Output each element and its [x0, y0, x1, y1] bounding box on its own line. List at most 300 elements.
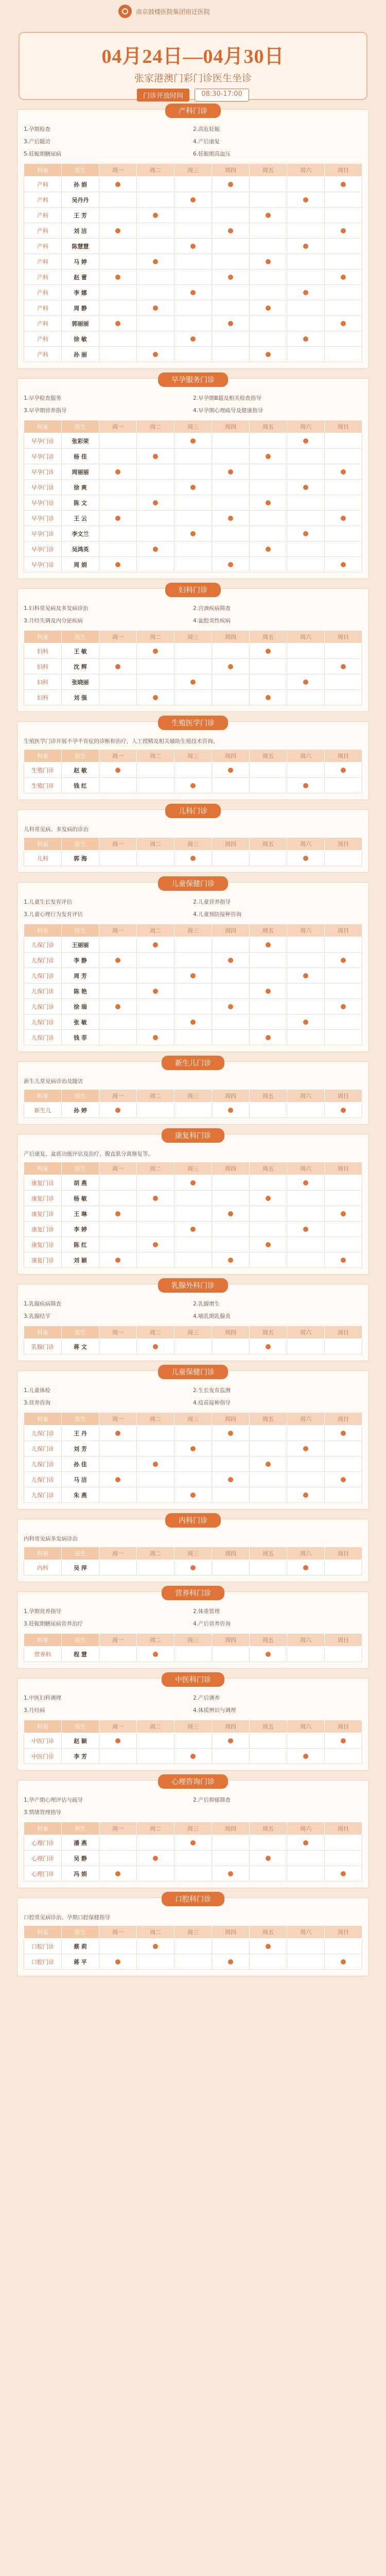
schedule-cell [174, 1222, 212, 1237]
header-doctor: 医生 [62, 1822, 99, 1835]
table-row [24, 1835, 362, 1851]
doctor-cell: 陈 文 [62, 495, 99, 511]
header-dept: 科室 [24, 1720, 62, 1733]
schedule-cell [287, 643, 325, 659]
schedule-cell [212, 1851, 250, 1866]
schedule-cell [250, 1866, 287, 1882]
header-day: 周四 [212, 1634, 250, 1647]
doctor-cell: 王 敏 [62, 643, 99, 659]
schedule-cell [325, 300, 362, 316]
schedule-header-row [24, 1547, 362, 1560]
schedule-cell [174, 1252, 212, 1268]
table-row [24, 1103, 362, 1118]
schedule-cell [137, 331, 174, 347]
header-day: 周一 [99, 1326, 137, 1339]
schedule-cell [287, 347, 325, 362]
header-day: 周二 [137, 1162, 174, 1175]
schedule-cell [250, 1851, 287, 1866]
schedule-cell [137, 1175, 174, 1191]
schedule-cell [137, 690, 174, 705]
dept-cell: 产科 [24, 316, 62, 331]
header-dept: 科室 [24, 924, 62, 937]
schedule-cell [137, 1030, 174, 1045]
schedule-cell [250, 778, 287, 793]
schedule-cell [212, 1252, 250, 1268]
schedule-cell [250, 1014, 287, 1030]
schedule-cell [212, 1733, 250, 1749]
doctor-cell: 陈慧慧 [62, 239, 99, 254]
doctor-cell: 孙 丽 [62, 347, 99, 362]
dept-cell: 儿保门诊 [24, 968, 62, 984]
schedule-cell [325, 1851, 362, 1866]
header-day: 周一 [99, 924, 137, 937]
department-section [17, 882, 369, 1052]
schedule-cell [287, 1866, 325, 1882]
schedule-cell [99, 269, 137, 285]
table-row [24, 511, 362, 526]
doctor-cell: 陈 艳 [62, 984, 99, 999]
header-day: 周五 [250, 420, 287, 433]
schedule-cell [174, 851, 212, 866]
header-day: 周三 [174, 164, 212, 177]
schedule-cell [287, 223, 325, 239]
schedule-cell [212, 1237, 250, 1252]
header-day: 周三 [174, 1634, 212, 1647]
section-title: 中医科门诊 [162, 1672, 224, 1687]
description-line: 4.早孕期心理疏导及健康指导 [193, 408, 264, 414]
schedule-cell [99, 1939, 137, 1954]
description-line: 口腔常见病诊治、孕期口腔保健指导 [24, 1914, 110, 1921]
schedule-cell [212, 1456, 250, 1472]
schedule-cell [212, 1206, 250, 1222]
schedule-cell [250, 999, 287, 1014]
table-row [24, 269, 362, 285]
doctor-cell: 陈 红 [62, 1237, 99, 1252]
table-row [24, 984, 362, 999]
doctor-cell: 张晓丽 [62, 674, 99, 690]
schedule-cell [99, 208, 137, 223]
doctor-cell: 杨 佳 [62, 449, 99, 464]
schedule-cell [287, 1733, 325, 1749]
table-row [24, 1426, 362, 1441]
schedule-cell [250, 285, 287, 300]
schedule-cell [137, 557, 174, 572]
schedule-cell [99, 526, 137, 541]
schedule-cell [287, 1175, 325, 1191]
schedule-cell [174, 762, 212, 778]
schedule-cell [287, 1441, 325, 1456]
schedule-cell [325, 1647, 362, 1662]
dept-cell: 产科 [24, 269, 62, 285]
header-day: 周四 [212, 1720, 250, 1733]
header-day: 周二 [137, 1634, 174, 1647]
header-day: 周三 [174, 838, 212, 851]
section-title: 营养科门诊 [162, 1586, 224, 1600]
schedule-cell [325, 1252, 362, 1268]
header-day: 周四 [212, 1822, 250, 1835]
schedule-cell [250, 851, 287, 866]
doctor-cell: 吴鸿英 [62, 541, 99, 557]
schedule-cell [137, 1472, 174, 1487]
schedule-cell [287, 269, 325, 285]
section-description [24, 1605, 362, 1630]
schedule-cell [174, 269, 212, 285]
schedule-cell [212, 433, 250, 449]
doctor-cell: 徐 瑞 [62, 999, 99, 1014]
schedule-cell [99, 495, 137, 511]
schedule-cell [99, 254, 137, 269]
schedule-cell [99, 1222, 137, 1237]
table-row [24, 449, 362, 464]
schedule-cell [325, 690, 362, 705]
header-day: 周四 [212, 420, 250, 433]
header-day: 周二 [137, 750, 174, 762]
description-line: 2.产后调养 [193, 1695, 220, 1701]
header-day: 周一 [99, 1926, 137, 1939]
schedule-cell [287, 1487, 325, 1503]
schedule-cell [137, 1835, 174, 1851]
schedule-cell [325, 1472, 362, 1487]
doctor-cell: 郭 海 [62, 851, 99, 866]
schedule-cell [250, 223, 287, 239]
doctor-cell: 李文兰 [62, 526, 99, 541]
table-row [24, 316, 362, 331]
schedule-cell [212, 762, 250, 778]
schedule-cell [174, 285, 212, 300]
dept-cell: 中医门诊 [24, 1733, 62, 1749]
schedule-cell [174, 192, 212, 208]
schedule-cell [250, 449, 287, 464]
schedule-cell [99, 953, 137, 968]
schedule-table [24, 1162, 362, 1268]
dept-cell: 早孕门诊 [24, 495, 62, 511]
schedule-cell [99, 1206, 137, 1222]
schedule-cell [212, 999, 250, 1014]
schedule-cell [325, 1426, 362, 1441]
schedule-cell [325, 239, 362, 254]
schedule-cell [212, 1030, 250, 1045]
header-day: 周一 [99, 750, 137, 762]
schedule-header-row [24, 1634, 362, 1647]
schedule-cell [137, 300, 174, 316]
schedule-cell [250, 1426, 287, 1441]
description-line: 1.妇科常见病及多发病诊治 [24, 605, 89, 612]
schedule-cell [99, 1456, 137, 1472]
schedule-cell [212, 1191, 250, 1206]
schedule-cell [212, 1560, 250, 1575]
schedule-cell [250, 1835, 287, 1851]
description-line: 1.中医妇科调理 [24, 1695, 62, 1701]
schedule-cell [325, 557, 362, 572]
doctor-cell: 马 婷 [62, 254, 99, 269]
schedule-cell [99, 1426, 137, 1441]
schedule-cell [212, 1954, 250, 1970]
schedule-cell [212, 449, 250, 464]
header-day: 周一 [99, 1413, 137, 1426]
schedule-cell [212, 300, 250, 316]
header-dept: 科室 [24, 750, 62, 762]
table-row [24, 557, 362, 572]
header-day: 周三 [174, 1822, 212, 1835]
schedule-table [24, 1326, 362, 1354]
schedule-cell [212, 223, 250, 239]
schedule-cell [287, 937, 325, 953]
department-section [17, 721, 369, 800]
schedule-table [24, 630, 362, 705]
schedule-cell [99, 433, 137, 449]
dept-cell: 中医门诊 [24, 1749, 62, 1764]
dept-cell: 内科 [24, 1560, 62, 1575]
schedule-cell [137, 643, 174, 659]
doctor-cell: 潘 燕 [62, 1835, 99, 1851]
header-day: 周三 [174, 750, 212, 762]
sections-container [0, 109, 386, 1976]
doctor-cell: 孙 婷 [62, 1103, 99, 1118]
schedule-cell [287, 1339, 325, 1354]
header-day: 周四 [212, 1326, 250, 1339]
schedule-cell [99, 1030, 137, 1045]
schedule-cell [287, 433, 325, 449]
schedule-cell [325, 1103, 362, 1118]
schedule-cell [137, 526, 174, 541]
schedule-cell [174, 254, 212, 269]
schedule-cell [99, 347, 137, 362]
dept-cell: 产科 [24, 285, 62, 300]
schedule-cell [137, 1014, 174, 1030]
schedule-cell [99, 1472, 137, 1487]
schedule-cell [99, 1103, 137, 1118]
schedule-cell [325, 1939, 362, 1954]
schedule-cell [325, 1191, 362, 1206]
schedule-cell [287, 778, 325, 793]
schedule-cell [212, 778, 250, 793]
header-day: 周三 [174, 1926, 212, 1939]
header-day: 周二 [137, 1547, 174, 1560]
table-row [24, 464, 362, 480]
schedule-header-row [24, 1720, 362, 1733]
schedule-cell [174, 495, 212, 511]
header-day: 周一 [99, 838, 137, 851]
schedule-cell [212, 192, 250, 208]
doctor-cell: 王 琳 [62, 1206, 99, 1222]
doctor-cell: 王 云 [62, 511, 99, 526]
schedule-cell [137, 316, 174, 331]
schedule-cell [325, 1954, 362, 1970]
schedule-cell [99, 1175, 137, 1191]
section-description [24, 1534, 362, 1544]
schedule-cell [137, 1191, 174, 1206]
schedule-cell [137, 1939, 174, 1954]
schedule-cell [250, 239, 287, 254]
schedule-table [24, 420, 362, 572]
schedule-cell [137, 1456, 174, 1472]
schedule-cell [137, 953, 174, 968]
schedule-cell [174, 778, 212, 793]
description-line: 6.妊娠期高血压 [193, 151, 231, 157]
header-doctor: 医生 [62, 1547, 99, 1560]
header-day: 周日 [325, 1162, 362, 1175]
dept-cell: 妇科 [24, 690, 62, 705]
doctor-cell: 周 娟 [62, 557, 99, 572]
schedule-cell [137, 1487, 174, 1503]
schedule-header-row [24, 1326, 362, 1339]
schedule-cell [137, 674, 174, 690]
schedule-table [24, 1412, 362, 1503]
schedule-cell [137, 937, 174, 953]
dept-cell: 新生儿 [24, 1103, 62, 1118]
description-line: 4.儿童预防接种咨询 [193, 911, 242, 918]
doctor-cell: 张 敏 [62, 1014, 99, 1030]
schedule-cell [99, 984, 137, 999]
schedule-cell [137, 1237, 174, 1252]
schedule-cell [212, 464, 250, 480]
dept-cell: 儿保门诊 [24, 1487, 62, 1503]
description-line: 4.盆腔炎性疾病 [193, 618, 231, 624]
schedule-cell [250, 541, 287, 557]
schedule-header-row [24, 631, 362, 643]
schedule-cell [250, 1252, 287, 1268]
schedule-cell [325, 778, 362, 793]
table-row [24, 1237, 362, 1252]
schedule-cell [137, 1733, 174, 1749]
hospital-logo-icon [118, 5, 132, 18]
schedule-cell [325, 495, 362, 511]
schedule-cell [250, 495, 287, 511]
header-doctor: 医生 [62, 1326, 99, 1339]
schedule-cell [174, 1014, 212, 1030]
doctor-cell: 孙 娟 [62, 177, 99, 192]
schedule-cell [99, 999, 137, 1014]
header-day: 周三 [174, 631, 212, 643]
schedule-cell [174, 674, 212, 690]
schedule-cell [250, 433, 287, 449]
schedule-cell [287, 1014, 325, 1030]
section-description [24, 602, 362, 627]
schedule-table [24, 1547, 362, 1575]
doctor-cell: 张彩荣 [62, 433, 99, 449]
schedule-header-row [24, 1926, 362, 1939]
schedule-cell [250, 1222, 287, 1237]
department-section [17, 1678, 369, 1771]
header-day: 周五 [250, 631, 287, 643]
dept-cell: 康复门诊 [24, 1222, 62, 1237]
schedule-cell [250, 643, 287, 659]
schedule-cell [325, 1487, 362, 1503]
header-day: 周一 [99, 1634, 137, 1647]
header-day: 周四 [212, 1413, 250, 1426]
schedule-cell [250, 1647, 287, 1662]
header-day: 周四 [212, 924, 250, 937]
schedule-cell [325, 1175, 362, 1191]
schedule-cell [250, 300, 287, 316]
dept-cell: 儿保门诊 [24, 953, 62, 968]
table-row [24, 285, 362, 300]
description-line: 3.儿童心理行为发育评估 [24, 911, 83, 918]
schedule-cell [137, 208, 174, 223]
schedule-cell [174, 968, 212, 984]
schedule-cell [250, 1237, 287, 1252]
schedule-cell [137, 480, 174, 495]
table-row [24, 1487, 362, 1503]
schedule-cell [174, 1733, 212, 1749]
table-row [24, 223, 362, 239]
dept-cell: 生殖门诊 [24, 762, 62, 778]
schedule-cell [212, 1222, 250, 1237]
header-day: 周日 [325, 1413, 362, 1426]
schedule-cell [212, 495, 250, 511]
schedule-cell [287, 1206, 325, 1222]
schedule-cell [250, 316, 287, 331]
dept-cell: 儿保门诊 [24, 1441, 62, 1456]
header-day: 周一 [99, 1090, 137, 1103]
schedule-cell [212, 984, 250, 999]
schedule-cell [325, 1014, 362, 1030]
schedule-cell [212, 541, 250, 557]
table-row [24, 208, 362, 223]
schedule-cell [174, 937, 212, 953]
doctor-cell: 周 静 [62, 300, 99, 316]
schedule-cell [174, 511, 212, 526]
header-day: 周五 [250, 1547, 287, 1560]
schedule-cell [137, 1560, 174, 1575]
header-day: 周二 [137, 1326, 174, 1339]
schedule-cell [99, 285, 137, 300]
header-doctor: 医生 [62, 164, 99, 177]
header-day: 周四 [212, 1090, 250, 1103]
schedule-cell [212, 239, 250, 254]
schedule-header-row [24, 1413, 362, 1426]
description-line: 1.孕期营养指导 [24, 1608, 62, 1615]
description-line: 3.营养咨询 [24, 1400, 51, 1406]
schedule-header-row [24, 1822, 362, 1835]
header-day: 周六 [287, 1634, 325, 1647]
schedule-cell [212, 1487, 250, 1503]
department-section [17, 1061, 369, 1125]
header-day: 周日 [325, 1090, 362, 1103]
header-day: 周一 [99, 631, 137, 643]
schedule-cell [287, 1426, 325, 1441]
dept-cell: 儿保门诊 [24, 1014, 62, 1030]
table-row [24, 254, 362, 269]
schedule-cell [250, 480, 287, 495]
dept-cell: 产科 [24, 300, 62, 316]
schedule-cell [99, 937, 137, 953]
header-day: 周三 [174, 924, 212, 937]
table-row [24, 1560, 362, 1575]
description-line: 4.疫苗接种指导 [193, 1400, 231, 1406]
schedule-cell [174, 331, 212, 347]
schedule-cell [287, 659, 325, 674]
doctor-cell: 李 娜 [62, 285, 99, 300]
header-dept: 科室 [24, 1413, 62, 1426]
schedule-cell [212, 254, 250, 269]
schedule-cell [250, 347, 287, 362]
brand-text: 南京鼓楼医院集团宿迁医院 [136, 8, 210, 15]
schedule-cell [325, 1206, 362, 1222]
header-day: 周日 [325, 1720, 362, 1733]
section-description [24, 737, 362, 746]
department-section [17, 378, 369, 579]
header-dept: 科室 [24, 1822, 62, 1835]
page-subtitle: 张家港澳门彩门诊医生坐诊 [134, 73, 252, 84]
schedule-cell [250, 1749, 287, 1764]
description-line: 3.乳腺结节 [24, 1313, 51, 1319]
schedule-header-row [24, 750, 362, 762]
schedule-cell [174, 526, 212, 541]
header-day: 周六 [287, 838, 325, 851]
header-day: 周二 [137, 631, 174, 643]
schedule-cell [137, 511, 174, 526]
